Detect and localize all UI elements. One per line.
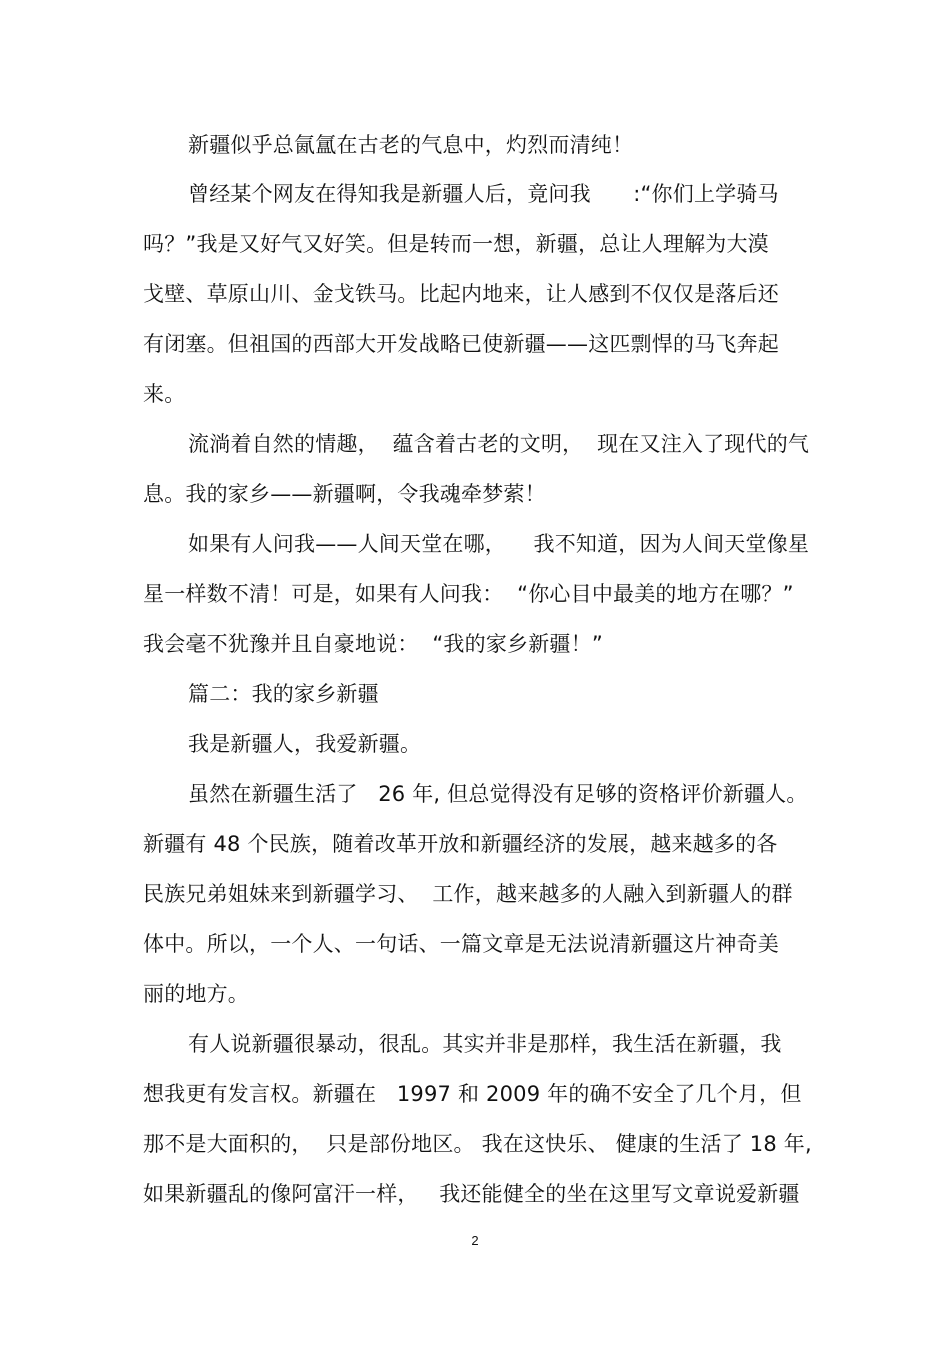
text-line: 我是新疆人，我爱新疆。 — [188, 732, 422, 756]
text-line: 那不是大面积的， 只是部份地区。 我在这快乐、 健康的生活了 18 年, — [143, 1132, 812, 1156]
text-line: 如果有人问我——人间天堂在哪， 我不知道，因为人间天堂像星 — [188, 532, 810, 556]
text-line: 民族兄弟姐妹来到新疆学习、 工作，越来越多的人融入到新疆人的群 — [143, 882, 793, 906]
text-line: 吗？”我是又好气又好笑。但是转而一想，新疆，总让人理解为大漠 — [143, 232, 769, 256]
text-line: 如果新疆乱的像阿富汗一样， 我还能健全的坐在这里写文章说爱新疆 — [143, 1182, 800, 1206]
text-line: 有闭塞。但祖国的西部大开发战略已使新疆——这匹剽悍的马飞奔起 — [143, 332, 779, 356]
text-line: 来。 — [143, 382, 186, 406]
text-line: 我会毫不犹豫并且自豪地说： “我的家乡新疆！” — [143, 632, 603, 656]
text-line: 曾经某个网友在得知我是新疆人后，竟问我 :“你们上学骑马 — [188, 182, 779, 206]
text-line: 新疆有 48 个民族，随着改革开放和新疆经济的发展，越来越多的各 — [143, 832, 778, 856]
text-line: 息。我的家乡——新疆啊，令我魂牵梦萦！ — [143, 482, 546, 506]
section-heading: 篇二：我的家乡新疆 — [188, 682, 379, 706]
page-number: 2 — [471, 1233, 479, 1248]
text-line: 星一样数不清！可是，如果有人问我： “你心目中最美的地方在哪？” — [143, 582, 794, 606]
text-line: 丽的地方。 — [143, 982, 249, 1006]
text-line: 流淌着自然的情趣， 蕴含着古老的文明， 现在又注入了现代的气 — [188, 432, 810, 456]
text-line: 新疆似乎总氤氲在古老的气息中，灼烈而清纯！ — [188, 133, 634, 157]
text-line: 有人说新疆很暴动，很乱。其实并非是那样，我生活在新疆，我 — [188, 1032, 782, 1056]
text-line: 体中。所以，一个人、一句话、一篇文章是无法说清新疆这片神奇美 — [143, 932, 779, 956]
text-line: 想我更有发言权。新疆在 1997 和 2009 年的确不安全了几个月，但 — [143, 1082, 802, 1106]
text-line: 虽然在新疆生活了 26 年, 但总觉得没有足够的资格评价新疆人。 — [188, 782, 808, 806]
text-line: 戈壁、草原山川、金戈铁马。比起内地来，让人感到不仅仅是落后还 — [143, 282, 779, 306]
